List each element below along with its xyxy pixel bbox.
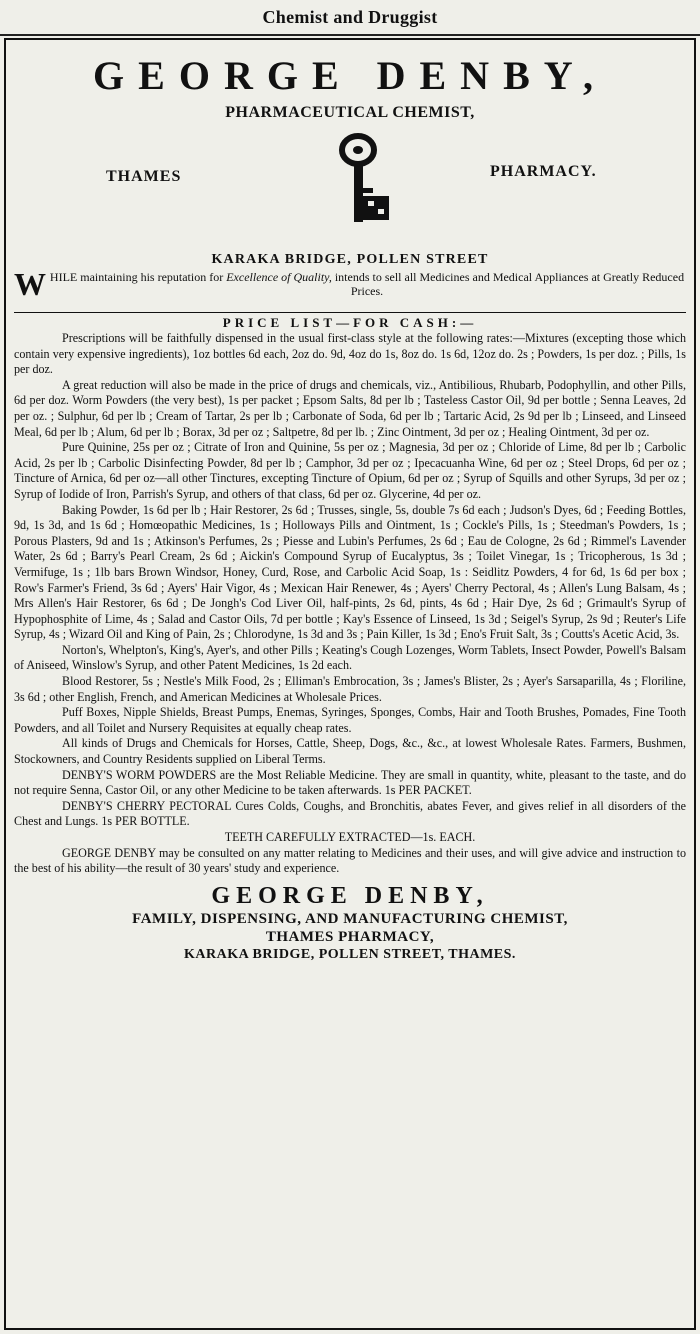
intro-paragraph <box>14 266 686 302</box>
paragraph-consult: GEORGE DENBY may be consulted on any matter relating to Medicines and their uses, and will give advice and instruction to the best of his ability—the result of 30 years' study and experience. <box>14 845 686 876</box>
page-header: Chemist and Druggist <box>0 0 700 36</box>
intro-text-c: intends to sell all Medicines and Medical Appliances at Greatly Reduced Prices. <box>331 270 685 298</box>
divider <box>14 312 686 313</box>
intro-text-a: HILE maintaining his reputation for <box>49 270 227 284</box>
paragraph-worm-powders: DENBY'S WORM POWDERS are the Most Reliable Medicine. They are small in quantity, white, pleasant to the taste, and do not require Senna, Castor Oil, or any other Medicine to be taken afterwards. 1s PER PACKET. <box>14 767 686 798</box>
paragraph-restorers: Blood Restorer, 5s ; Nestle's Milk Food, 2s ; Elliman's Embrocation, 3s ; James's Blister, 2s ; Ayer's Sarsaparilla, 4s ; Floriline, 3s 6d ; other English, French, and American Medicines at Wholesale Prices. <box>14 674 686 704</box>
paragraph-sundries: Baking Powder, 1s 6d per lb ; Hair Restorer, 2s 6d ; Trusses, single, 5s, double 7s 6d each ; Judson's Dyes, 6d ; Feeding Bottles, 9d, 1s 3d, and 1s 6d ; Homœopathic Medicines, 1s ; Holloways Pills and Ointment, 1s ; Cockle's Pills, 1s ; Steedman's Powders, 1s ; Porous Plasters, 9d and 1s ; Atkinson's Perfumes, 2s ; Piesse and Lubin's Perfumes, 2s 6d ; Eau de Cologne, 2s 6d ; Rimmel's Lavender Water, 2s 6d ; Barry's Pearl Cream, 2s 6d ; Aickin's Compound Syrup of Eucalyptus, 3s ; Toilet Vinegar, 1s ; Tricopherous, 1s 3d ; Vermifuge, 1s ; 1lb bars Brown Windsor, Honey, Curd, Rose, and Carbolic Acid Soap, 1s : Seidlitz Powders, 4 for 6d, 1s 6d per box ; Row's Farmer's Friend, 3s 6d ; Ayers' Hair Vigor, 4s ; Mexican Hair Renewer, 4s ; Ayers' Cherry Pectoral, 4s ; Allen's Lung Balsam, 4s ; Mrs Allen's Hair Restorer, 6s 6d ; De Jongh's Cod Liver Oil, half-pints, 2s 6d, pints, 4s 6d ; Hair Dye, 2s 6d ; Grimault's Syrup of Hypophosphite of Lime, 4s ; Salad and Castor Oils, 7d per bottle ; Kay's Essence of Linseed, 1s 3d ; Seigel's Syrup, 2s 9d ; Reuter's Life Syrup, 4s ; Wizard Oil and King of Pain, 2s ; Chlorodyne, 1s 3d and 3s ; Pain Killer, 1s 3d ; Eno's Fruit Salt, 3s ; Coutts's Acetic Acid, 3s. <box>14 502 686 642</box>
paragraph-cherry-pectoral: DENBY'S CHERRY PECTORAL Cures Colds, Coughs, and Bronchitis, abates Fever, and gives relief in all disorders of the Chest and Lungs. 1s PER BOTTLE. <box>14 798 686 829</box>
address-line: KARAKA BRIDGE, POLLEN STREET <box>211 252 489 267</box>
paragraph-pills: Norton's, Whelpton's, King's, Ayer's, and other Pills ; Keating's Cough Lozenges, Worm Tablets, Insect Powder, Powell's Balsam of Aniseed, Winslow's Syrup, and other Patent Medicines, 1s 2d each. <box>14 642 686 673</box>
logo-row <box>14 122 686 232</box>
advertiser-name: GEORGE DENBY, <box>93 53 607 98</box>
paragraph-veterinary: All kinds of Drugs and Chemicals for Horses, Cattle, Sheep, Dogs, &c., &c., at lowest Wholesale Rates. Farmers, Bushmen, Stockowners, and Country Residents supplied on Liberal Terms. <box>14 736 686 767</box>
drop-cap: W <box>14 266 46 302</box>
paragraph-toilet: Puff Boxes, Nipple Shields, Breast Pumps, Enemas, Syringes, Sponges, Combs, Hair and Tooth Brushes, Pomades, Fine Tooth Powders, and all Toilet and Nursery Requisites at equally cheap rates. <box>14 705 686 735</box>
teeth-notice: TEETH CAREFULLY EXTRACTED—1s. EACH. <box>224 830 476 844</box>
footer-name: GEORGE DENBY, <box>211 882 489 909</box>
advertisement <box>4 38 696 1330</box>
paragraph-quinine: Pure Quinine, 25s per oz ; Citrate of Iron and Quinine, 5s per oz ; Magnesia, 3d per oz ; Chloride of Lime, 8d per lb ; Carbolic Acid, 2s per lb ; Carbolic Disinfecting Powder, 8d per lb ; Camphor, 3d per oz ; Ipecacuanha Wine, 6d per oz ; Steel Drops, 6d per oz ; Tincture of Arnica, 6d per oz—all other Tinctures, excepting Tincture of Opium, 6d per oz ; Syrup of Squills and other Syrups, 3d per oz ; Syrup of Iodide of Iron, Parrish's Syrup, and others of that class, 6d per oz. Glycerine, 4d per oz. <box>14 440 686 501</box>
paragraph-drugs: A great reduction will also be made in the price of drugs and chemicals, viz., Antibilious, Rhubarb, Podophyllin, and other Pills, 6d per doz. Worm Powders (the very best), 1s per packet ; Epsom Salts, 8d per lb ; Tasteless Castor Oil, 9d per bottle ; Senna Leaves, 2d per oz. ; Sulphur, 6d per lb ; Cream of Tartar, 2s per lb ; Carbonate of Soda, 6d per lb ; Tartaric Acid, 2s 9d per lb ; Linseed, and Linseed Meal, 6d per lb ; Alum, 6d per lb ; Borax, 3d per oz ; Saltpetre, 8d per lb. ; Zinc Ointment, 3d per oz ; Healing Ointment, 3d per oz. <box>14 377 686 439</box>
advertiser-title: PHARMACEUTICAL CHEMIST, <box>225 104 475 121</box>
paragraph-prescriptions: Prescriptions will be faithfully dispensed in the usual first-class style at the following rates:—Mixtures (excepting those which contain very expensive ingredients), 1oz bottles 6d each, 2oz do. 9d, 4oz do 1s, 8oz do. 1s 6d, 12oz do. 2s ; Powders, 1s per doz. ; Pills, 1s per doz. <box>14 331 686 377</box>
intro-emphasis: Excellence of Quality, <box>226 270 332 284</box>
logo-left-word: THAMES <box>106 168 182 185</box>
key-icon <box>338 130 398 230</box>
logo-right-word: PHARMACY. <box>490 163 597 180</box>
footer-title: FAMILY, DISPENSING, AND MANUFACTURING CHEMIST, <box>132 910 568 927</box>
footer-address: KARAKA BRIDGE, POLLEN STREET, THAMES. <box>184 946 516 962</box>
price-list-body <box>14 331 686 877</box>
price-list-heading: PRICE LIST—FOR CASH:— <box>222 315 478 330</box>
footer-pharmacy: THAMES PHARMACY, <box>265 928 435 945</box>
